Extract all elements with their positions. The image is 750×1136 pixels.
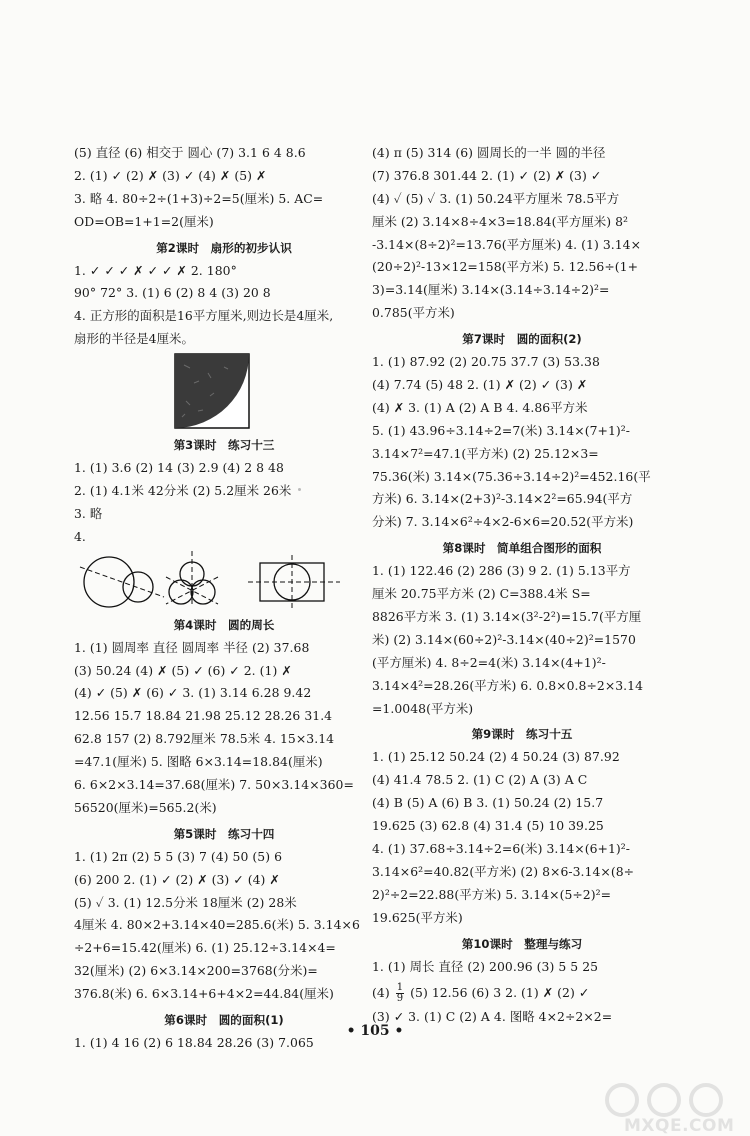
left-block-b (74, 260, 374, 352)
text-line: (平方厘米) 4. 8÷2=4(米) 3.14×(4+1)²- (372, 654, 606, 670)
fraction (396, 983, 404, 1004)
watermark-logo (600, 1082, 750, 1136)
text-line: (4) B (5) A (6) B 3. (1) 50.24 (2) 15.7 (372, 795, 604, 811)
text-line: 6. 6×2×3.14=37.68(厘米) 7. 50×3.14×360= (74, 777, 354, 793)
lesson-heading: 第10课时 整理与练习 (461, 936, 583, 951)
fraction-line (372, 979, 672, 1006)
text-line: 2)²÷2=22.88(平方米) 5. 3.14×(5÷2)²= (372, 886, 612, 902)
text-line: 5. (1) 43.96÷3.14÷2=7(米) 3.14×(7+1)²- (372, 422, 631, 438)
lesson-heading: 第5课时 练习十四 (173, 826, 275, 841)
text-line: 3. 略 (74, 505, 103, 521)
fraction-denominator: 9 (396, 992, 404, 1004)
text-line: 方米) 6. 3.14×(2+3)²-3.14×2²=65.94(平方 (372, 491, 633, 507)
lesson-heading: 第4课时 圆的周长 (173, 617, 275, 632)
text-line: 1. (1) 2π (2) 5 5 (3) 7 (4) 50 (5) 6 (74, 848, 283, 864)
text-line: 扇形的半径是4厘米。 (74, 331, 194, 347)
text-line: 1. (1) 4 16 (2) 6 18.84 28.26 (3) 7.065 (74, 1035, 314, 1051)
left-block-d (74, 637, 374, 820)
text-line: 3.14×4²=28.26(平方米) 6. 0.8×0.8÷2×3.14 (372, 677, 644, 693)
text-line: 3)=3.14(厘米) 3.14×(3.14÷3.14÷2)²= (372, 282, 610, 298)
text-line: 4. (74, 528, 86, 544)
left-block-a (74, 142, 374, 234)
text-line: 厘米 20.75平方米 (2) C=388.4米 S= (372, 586, 591, 602)
text-line: 4. (1) 37.68÷3.14÷2=6(米) 3.14×(6+1)²- (372, 841, 631, 857)
text-line: 1. (1) 122.46 (2) 286 (3) 9 2. (1) 5.13平方 (372, 563, 631, 579)
text-line: 19.625(平方米) (372, 909, 463, 925)
sector-figure (74, 351, 374, 431)
text-line: 32(厘米) (2) 6×3.14×200=3768(分米)= (74, 963, 318, 979)
text-line: 62.8 157 (2) 8.792厘米 78.5米 4. 15×3.14 (74, 731, 335, 747)
text-line: 米) (2) 3.14×(60÷2)²-3.14×(40÷2)²=1570 (372, 631, 636, 647)
text-line: 厘米 (2) 3.14×8÷4×3=18.84(平方厘米) 8² (372, 213, 629, 229)
right-column (372, 142, 672, 1028)
circles-figure (74, 549, 374, 611)
scan-speck (298, 488, 301, 491)
text-line: 2. (1) 4.1米 42分米 (2) 5.2厘米 26米 (74, 483, 292, 499)
text-line: =47.1(厘米) 5. 图略 6×3.14=18.84(厘米) (74, 754, 323, 770)
right-block-d (372, 746, 672, 929)
text-line: (4) 7.74 (5) 48 2. (1) ✗ (2) ✓ (3) ✗ (372, 377, 588, 393)
text-line: 19.625 (3) 62.8 (4) 31.4 (5) 10 39.25 (372, 818, 604, 834)
fraction-line-before: (4) (372, 984, 390, 1000)
text-line: 4. 正方形的面积是16平方厘米,则边长是4厘米, (74, 308, 334, 324)
left-block-e (74, 846, 374, 1006)
text-line: 1. (1) 87.92 (2) 20.75 37.7 (3) 53.38 (372, 354, 600, 370)
text-line: (3) ✓ 3. (1) C (2) A 4. 图略 4×2÷2×2= (372, 1008, 613, 1024)
text-line: OD=OB=1+1=2(厘米) (74, 213, 214, 229)
right-block-b (372, 351, 672, 534)
text-line: -3.14×(8÷2)²=13.76(平方厘米) 4. (1) 3.14× (372, 236, 642, 252)
text-line: 56520(厘米)=565.2(米) (74, 799, 217, 815)
text-line: 1. (1) 周长 直径 (2) 200.96 (3) 5 5 25 (372, 958, 599, 974)
lesson-heading: 第6课时 圆的面积(1) (164, 1013, 284, 1028)
lesson-heading: 第7课时 圆的面积(2) (462, 332, 582, 347)
text-line: (5) 直径 (6) 相交于 圆心 (7) 3.1 6 4 8.6 (74, 145, 306, 160)
text-line: 376.8(米) 6. 6×3.14+6+4×2=44.84(厘米) (74, 986, 334, 1002)
text-line: 75.36(米) 3.14×(75.36÷3.14÷2)²=452.16(平 (372, 468, 651, 484)
left-block-c (74, 457, 374, 549)
text-line: (4) π (5) 314 (6) 圆周长的一半 圆的半径 (372, 145, 606, 160)
text-line: ÷2+6=15.42(厘米) 6. (1) 25.12÷3.14×4= (74, 940, 336, 956)
text-line: 0.785(平方米) (372, 305, 455, 321)
watermark-site: MXQE.COM (624, 1116, 735, 1136)
text-line: (4) ✓ (5) ✗ (6) ✓ 3. (1) 3.14 6.28 9.42 (74, 685, 312, 701)
text-line: 3.14×7²=47.1(平方米) (2) 25.12×3= (372, 445, 599, 461)
text-line: 3. 略 4. 80÷2÷(1+3)÷2=5(厘米) 5. AC= (74, 190, 324, 206)
lesson-heading: 第2课时 扇形的初步认识 (156, 240, 292, 255)
text-line: =1.0048(平方米) (372, 700, 474, 716)
text-line: 分米) 7. 3.14×6²÷4×2-6×6=20.52(平方米) (372, 514, 634, 530)
text-line: 12.56 15.7 18.84 21.98 25.12 28.26 31.4 (74, 708, 333, 724)
text-line: (7) 376.8 301.44 2. (1) ✓ (2) ✗ (3) ✓ (372, 167, 602, 183)
text-line: 3.14×6²=40.82(平方米) (2) 8×6-3.14×(8÷ (372, 863, 635, 879)
text-line: (4) ✓ (5) ✓ 3. (1) 50.24平方厘米 78.5平方 (372, 190, 620, 206)
text-line: 1. (1) 25.12 50.24 (2) 4 50.24 (3) 87.92 (372, 749, 620, 765)
text-line: (5) ✓ 3. (1) 12.5分米 18厘米 (2) 28米 (74, 894, 297, 910)
lesson-heading: 第8课时 简单组合图形的面积 (442, 541, 602, 556)
text-line: 8826平方米 3. (1) 3.14×(3²-2²)=15.7(平方厘 (372, 609, 642, 625)
text-line: 1. (1) 3.6 (2) 14 (3) 2.9 (4) 2 8 48 (74, 460, 284, 476)
text-line: (4) ✗ 3. (1) A (2) A B 4. 4.86平方米 (372, 399, 588, 415)
text-line: 1. (1) 圆周率 直径 圆周率 半径 (2) 37.68 (74, 639, 310, 655)
text-line: 4厘米 4. 80×2+3.14×40=285.6(米) 5. 3.14×6 (74, 917, 360, 933)
text-line: (20÷2)²-13×12=158(平方米) 5. 12.56÷(1+ (372, 259, 639, 275)
page-number: • 105 • (346, 1023, 404, 1039)
fraction-line-after: (5) 12.56 (6) 3 2. (1) ✗ (2) ✓ (410, 984, 590, 1000)
text-line: 1. ✓ ✓ ✓ ✗ ✓ ✓ ✗ 2. 180° (74, 262, 237, 278)
right-block-c (372, 560, 672, 720)
text-line: 2. (1) ✓ (2) ✗ (3) ✓ (4) ✗ (5) ✗ (74, 167, 267, 183)
text-line: (6) 200 2. (1) ✓ (2) ✗ (3) ✓ (4) ✗ (74, 871, 280, 887)
fraction-numerator: 1 (396, 981, 404, 993)
right-block-a (372, 142, 672, 325)
text-line: 90° 72° 3. (1) 6 (2) 8 4 (3) 20 8 (74, 285, 271, 301)
lesson-heading: 第3课时 练习十三 (173, 438, 275, 453)
right-block-e (372, 956, 672, 1029)
lesson-heading: 第9课时 练习十五 (471, 727, 573, 742)
left-column (74, 142, 374, 1055)
text-line: (3) 50.24 (4) ✗ (5) ✓ (6) ✓ 2. (1) ✗ (74, 662, 292, 678)
text-line: (4) 41.4 78.5 2. (1) C (2) A (3) A C (372, 772, 588, 788)
